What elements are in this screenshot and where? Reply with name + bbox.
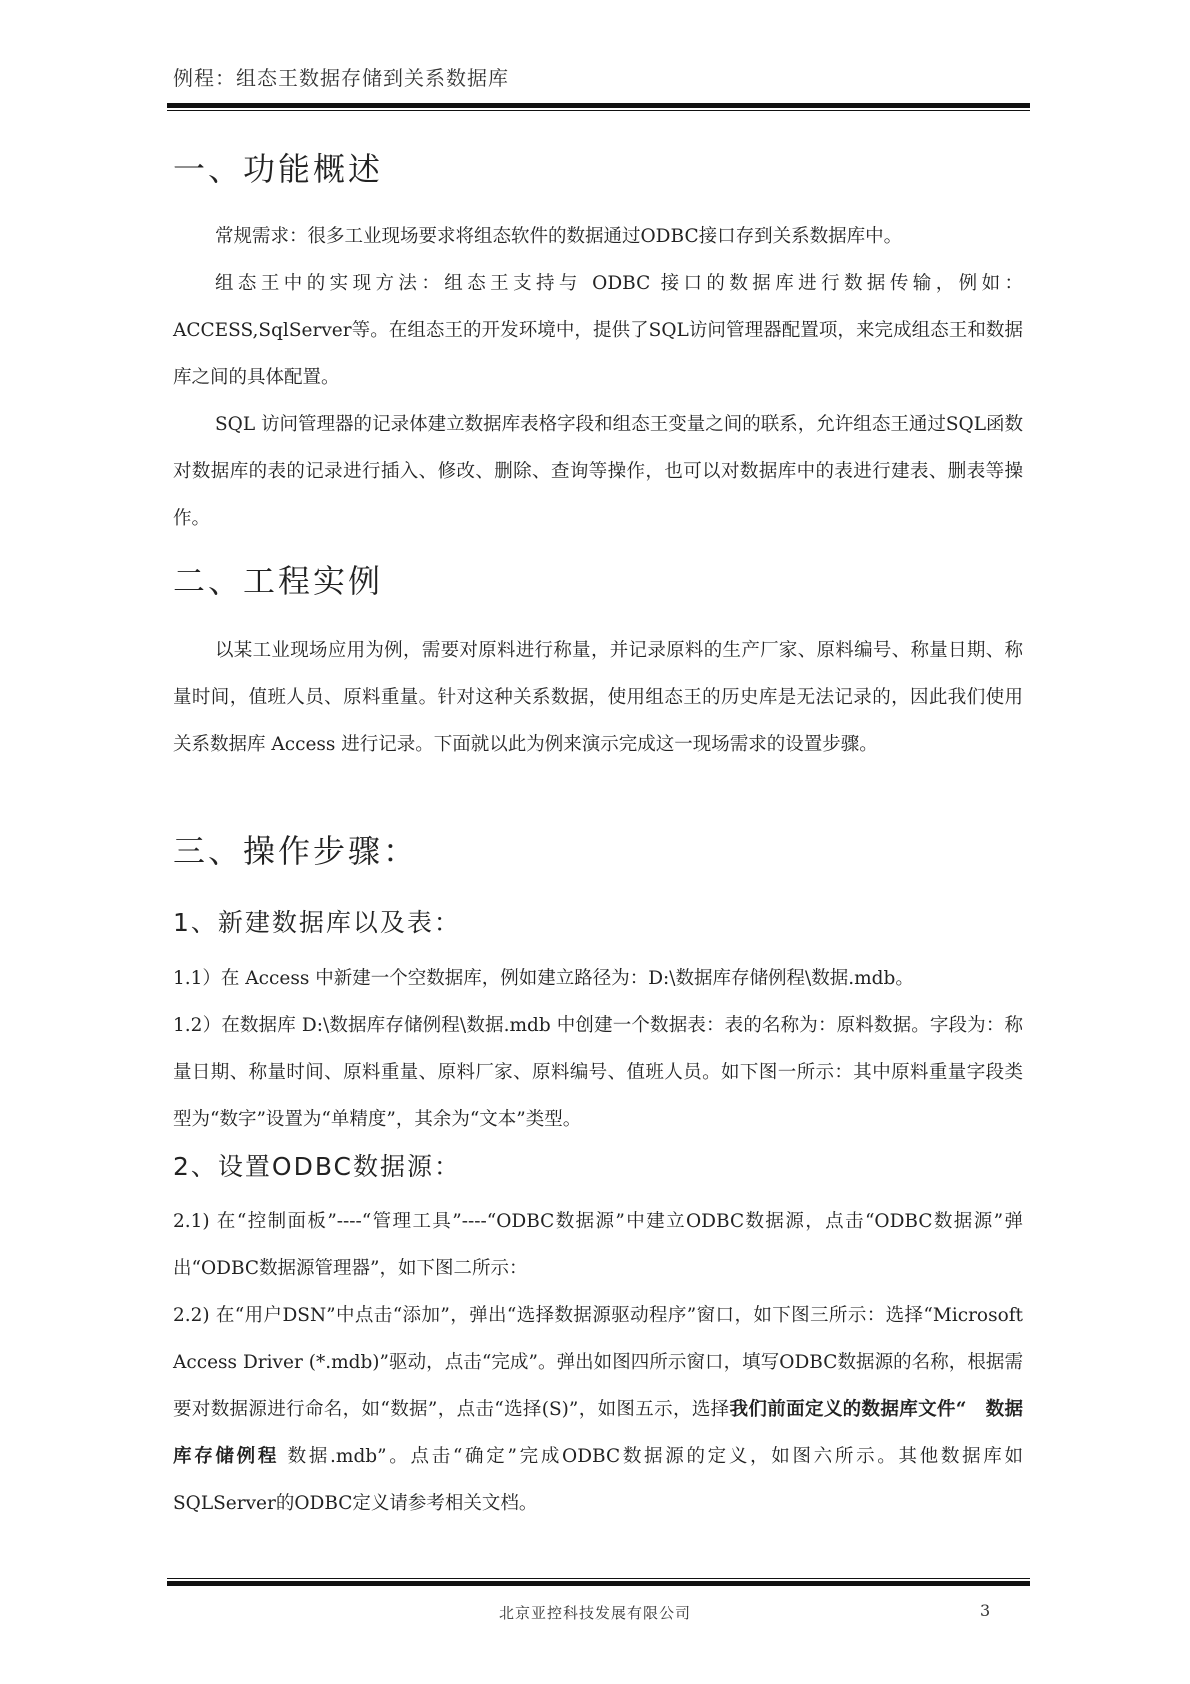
step-1-2-paragraph: 1.2）在数据库 D:\数据库存储例程\数据.mdb 中创建一个数据表：表的名称为：原料数据。字段为：称量日期、称量时间、原料重量、原料厂家、原料编号、值班人员。如下图一所示：其中原料重量字段类型为“数字”设置为“单精度”，其余为“文本”类型。 — [173, 1015, 1023, 1130]
section-3-heading: 三、操作步骤： — [173, 832, 419, 870]
step-1-1-paragraph: 1.1）在 Access 中新建一个空数据库，例如建立路径为：D:\数据库存储例程\数据.mdb。 — [173, 968, 914, 989]
header-rule — [167, 103, 1030, 111]
subsection-2-heading: 2、设置ODBC数据源： — [173, 1152, 462, 1181]
document-header-title: 例程：组态王数据存储到关系数据库 — [173, 66, 509, 90]
section-1-paragraph-1: 常规需求：很多工业现场要求将组态软件的数据通过ODBC接口存到关系数据库中。 — [215, 226, 903, 247]
section-2-heading: 二、工程实例 — [173, 562, 384, 600]
step-2-2-paragraph — [173, 1292, 1023, 1527]
step-2-2-text-a: 2.2) 在“用户DSN”中点击“添加”，弹出“选择数据源驱动程序”窗口，如下图三所示：选择“Microsoft Access Driver (*.mdb)”驱动，点击“完成”。弹出如图四所示窗口，填写ODBC数据源的名称，根据需要对数据源进行命名，如“数据”，点击“选择(S)”，如图五示，选择 — [173, 1305, 1023, 1420]
section-1-heading: 一、功能概述 — [173, 150, 384, 188]
section-1-paragraph-3: SQL 访问管理器的记录体建立数据库表格字段和组态王变量之间的联系，允许组态王通过SQL函数对数据库的表的记录进行插入、修改、删除、查询等操作，也可以对数据库中的表进行建表、删表等操作。 — [173, 414, 1023, 529]
footer-company-name: 北京亚控科技发展有限公司 — [498, 1604, 691, 1622]
page-number: 3 — [980, 1601, 991, 1620]
step-2-2-text-c: 数据.mdb”。点击“确定”完成ODBC数据源的定义，如图六所示。其他数据库如SQLServer的ODBC定义请参考相关文档。 — [173, 1446, 1023, 1514]
section-1-paragraph-2: 组态王中的实现方法：组态王支持与 ODBC 接口的数据库进行数据传输，例如：ACCESS,SqlServer等。在组态王的开发环境中，提供了SQL访问管理器配置项，来完成组态王和数据库之间的具体配置。 — [173, 273, 1023, 388]
step-2-1-paragraph: 2.1) 在“控制面板”----“管理工具”----“ODBC数据源”中建立ODBC数据源，点击“ODBC数据源”弹出“ODBC数据源管理器”，如下图二所示： — [173, 1211, 1023, 1279]
subsection-1-heading: 1、新建数据库以及表： — [173, 908, 461, 937]
step-2-2-text-b: 我们前面定义的数据库文件“ 数据库存储例程 — [173, 1399, 1023, 1467]
footer-rule — [167, 1578, 1030, 1586]
section-2-paragraph-1: 以某工业现场应用为例，需要对原料进行称量，并记录原料的生产厂家、原料编号、称量日期、称量时间，值班人员、原料重量。针对这种关系数据，使用组态王的历史库是无法记录的，因此我们使用关系数据库 Access 进行记录。下面就以此为例来演示完成这一现场需求的设置步骤。 — [173, 640, 1023, 755]
